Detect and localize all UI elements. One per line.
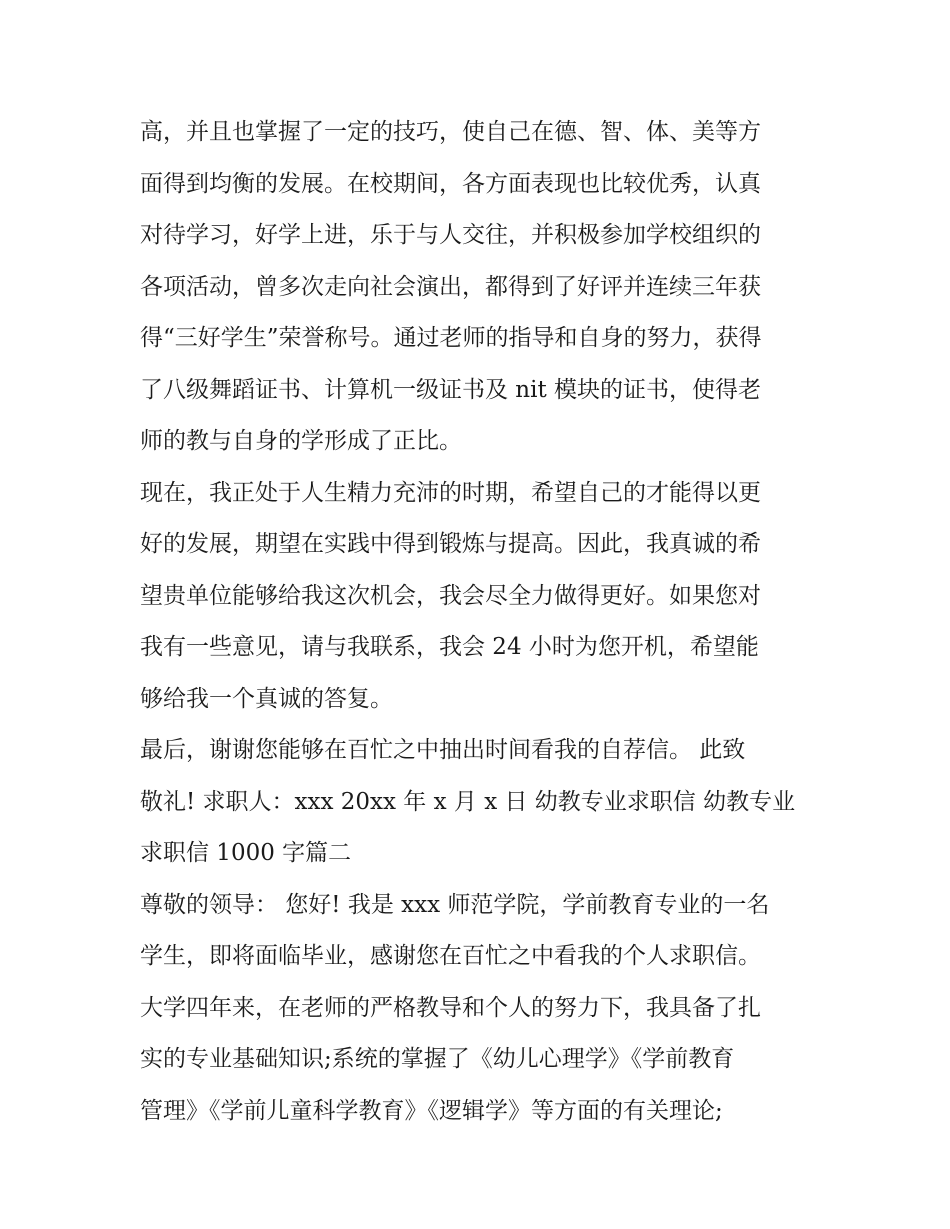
text-line: 学生，即将面临毕业，感谢您在百忙之中看我的个人求职信。	[140, 943, 761, 969]
text-line: 对待学习，好学上进，乐于与人交往，并积极参加学校组织的	[140, 222, 761, 248]
text-line: 得“三好学生”荣誉称号。通过老师的指导和自身的努力，获得	[140, 325, 762, 351]
text-line: 最后，谢谢您能够在百忙之中抽出时间看我的自荐信。 此致	[140, 737, 746, 763]
text-line: 管理》《学前儿童科学教育》《逻辑学》等方面的有关理论;	[140, 1097, 723, 1124]
body-text	[140, 107, 840, 1137]
text-line: 师的教与自身的学形成了正比。	[140, 428, 462, 454]
text-line: 好的发展，期望在实践中得到锻炼与提高。因此，我真诚的希	[140, 531, 761, 557]
text-line: 望贵单位能够给我这次机会，我会尽全力做得更好。如果您对	[140, 582, 761, 609]
text-line: 敬礼! 求职人：xxx 20xx 年 x 月 x 日 幼教专业求职信 幼教专业	[140, 788, 796, 815]
text-line: 够给我一个真诚的答复。	[140, 685, 393, 712]
text-line: 求职信 1000 字篇二	[140, 840, 352, 866]
text-line: 尊敬的领导： 您好! 我是 xxx 师范学院，学前教育专业的一名	[140, 891, 770, 918]
text-line: 了八级舞蹈证书、计算机一级证书及 nit 模块的证书，使得老	[140, 376, 762, 403]
text-line: 现在，我正处于人生精力充沛的时期，希望自己的才能得以更	[140, 479, 761, 506]
text-line: 我有一些意见，请与我联系，我会 24 小时为您开机，希望能	[140, 634, 759, 660]
text-line: 面得到均衡的发展。在校期间，各方面表现也比较优秀，认真	[140, 170, 761, 197]
text-line: 实的专业基础知识;系统的掌握了《幼儿心理学》《学前教育	[140, 1046, 735, 1072]
text-line: 高，并且也掌握了一定的技巧，使自己在德、智、体、美等方	[140, 119, 761, 145]
text-line: 大学四年来，在老师的严格教导和个人的努力下，我具备了扎	[140, 994, 761, 1021]
text-line: 各项活动，曾多次走向社会演出，都得到了好评并连续三年获	[140, 273, 761, 300]
